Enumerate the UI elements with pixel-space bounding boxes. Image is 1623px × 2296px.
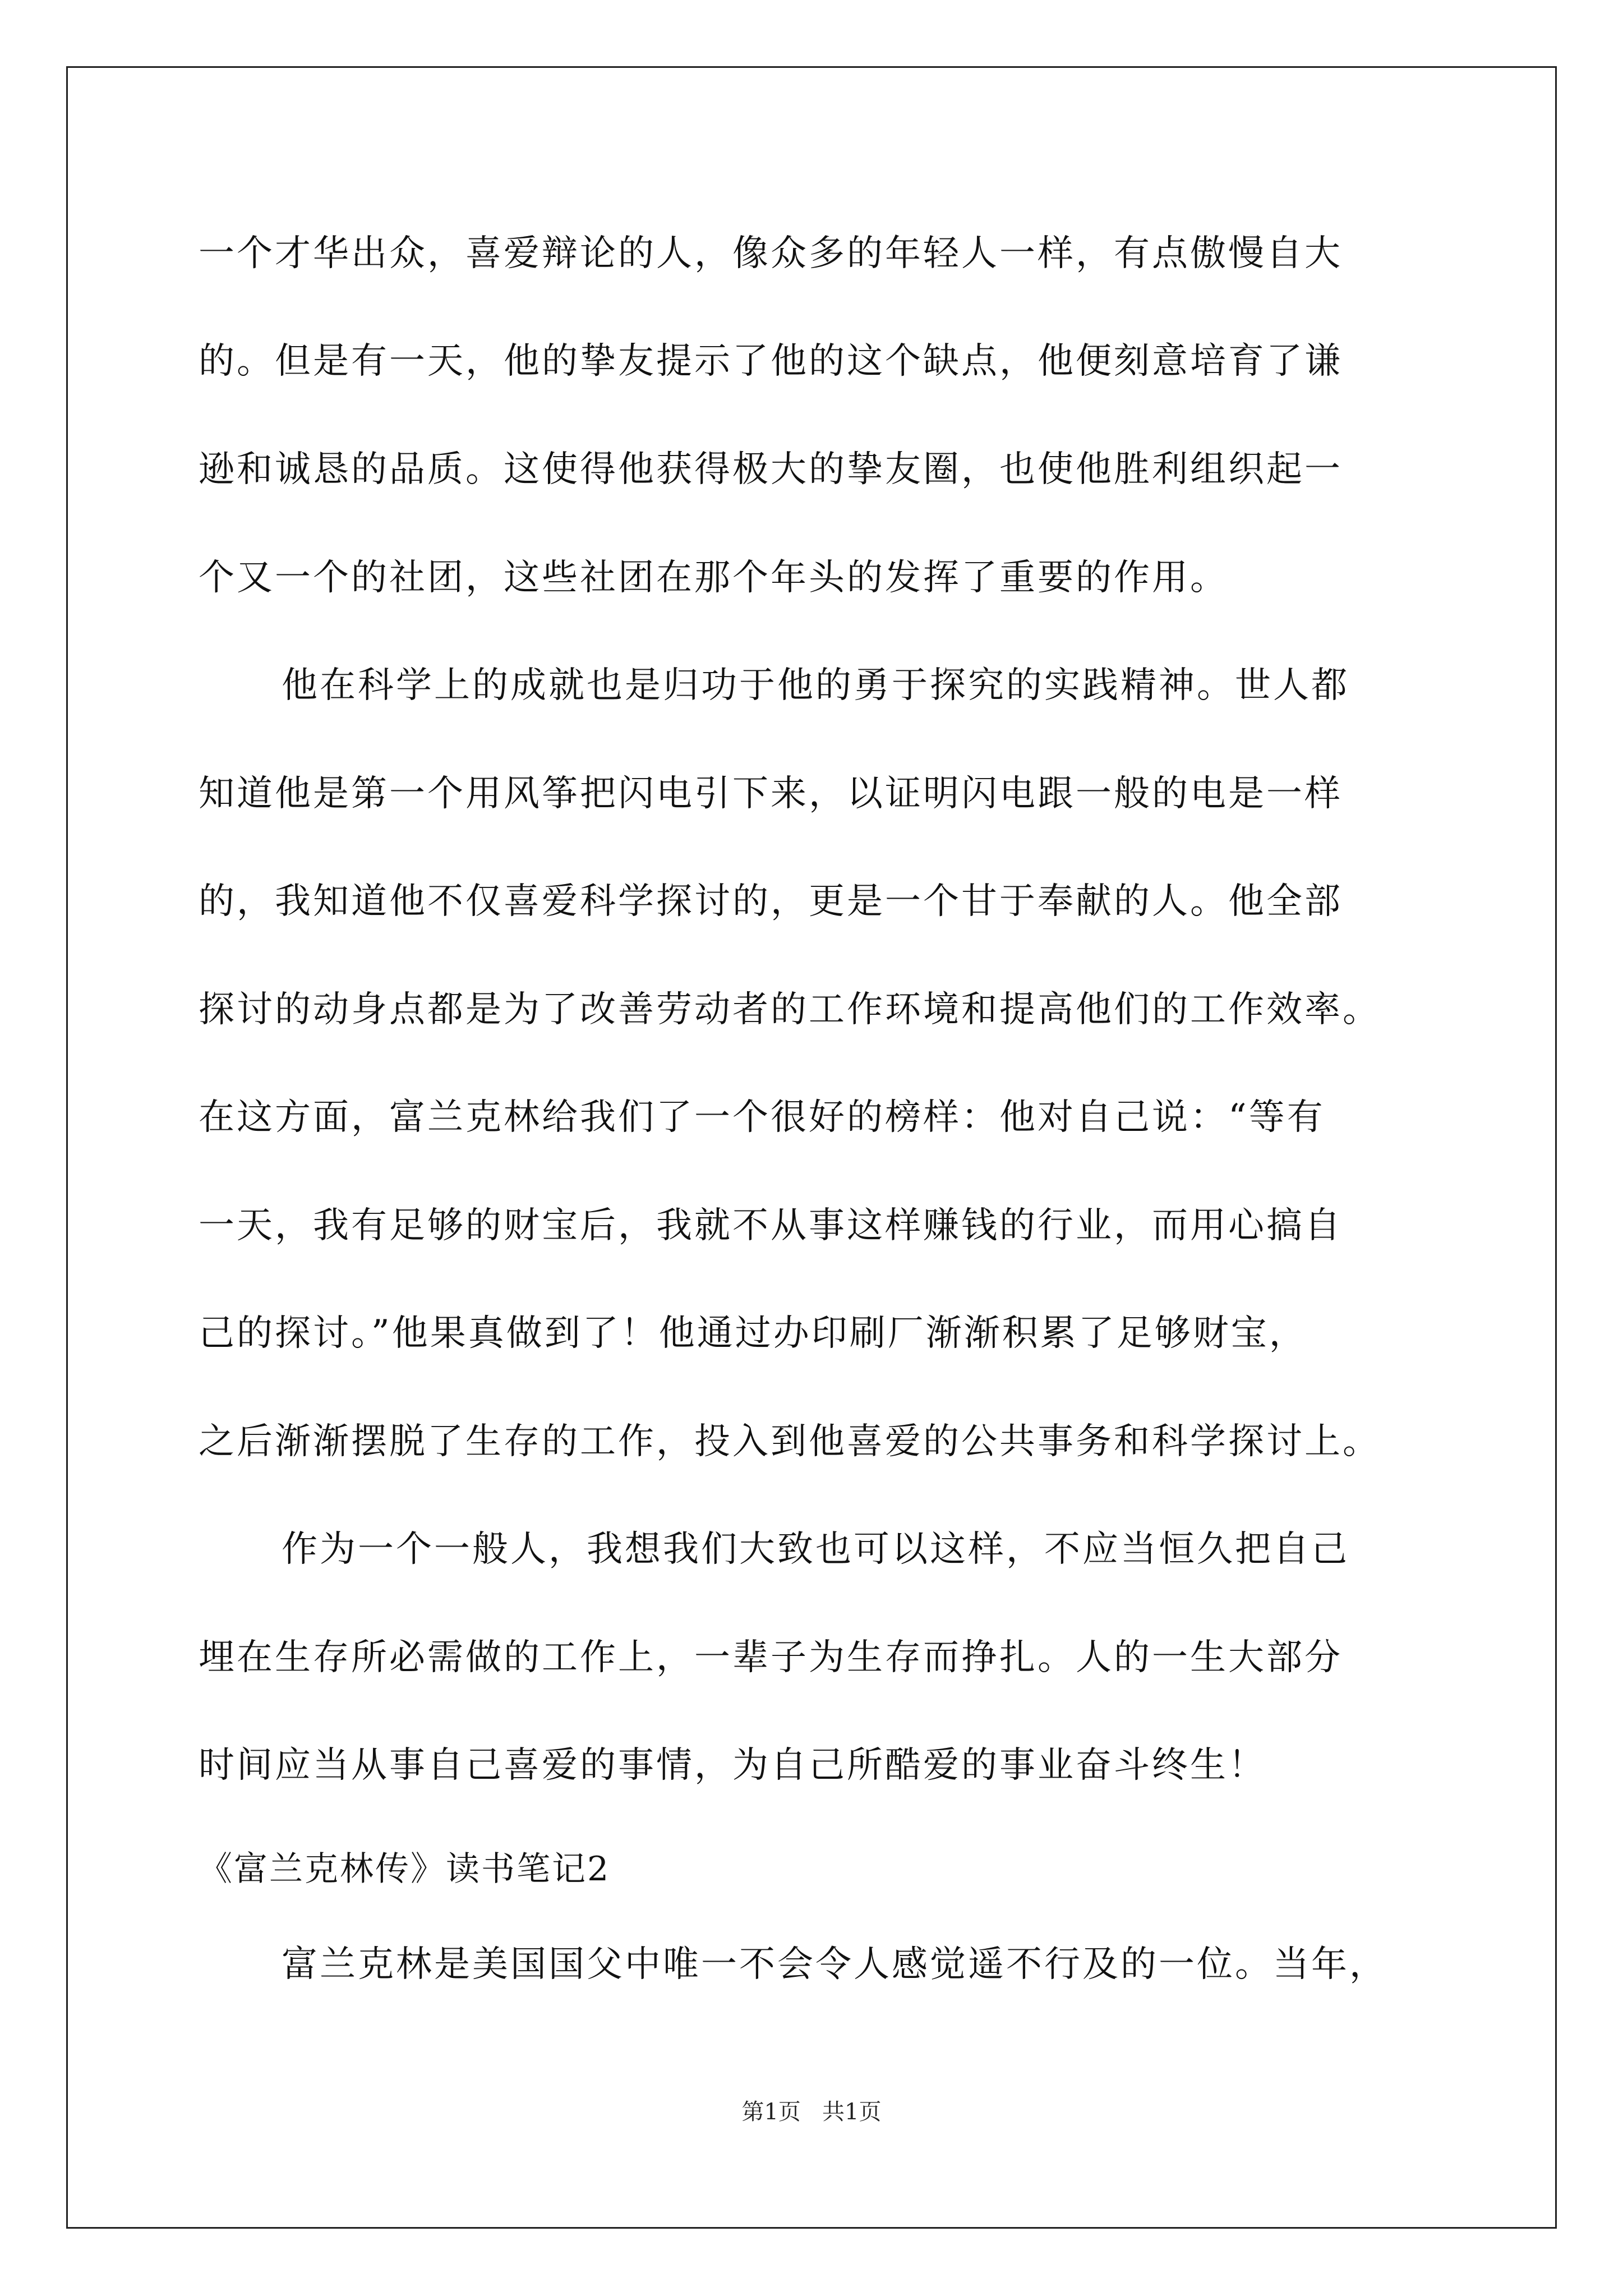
paragraph-first-line: 他在科学上的成就也是归功于他的勇于探究的实践精神。世人都 <box>282 665 1349 706</box>
body-text-line: 在这方面，富兰克林给我们了一个很好的榜样：他对自己说：“等有 <box>199 1097 1325 1138</box>
body-text-line: 一天，我有足够的财宝后，我就不从事这样赚钱的行业，而用心搞自 <box>199 1205 1343 1246</box>
body-text-line: 个又一个的社团，这些社团在那个年头的发挥了重要的作用。 <box>199 557 1228 599</box>
body-text-line: 埋在生存所必需做的工作上，一辈子为生存而挣扎。人的一生大部分 <box>199 1637 1343 1678</box>
body-text-line: 探讨的动身点都是为了改善劳动者的工作环境和提高他们的工作效率。 <box>199 989 1381 1030</box>
section-title: 《富兰克林传》读书笔记2 <box>199 1849 611 1889</box>
body-text-line: 时间应当从事自己喜爱的事情，为自己所酷爱的事业奋斗终生！ <box>199 1745 1266 1786</box>
body-text-line: 知道他是第一个用风筝把闪电引下来，以证明闪电跟一般的电是一样 <box>199 773 1343 815</box>
paragraph-first-line: 作为一个一般人，我想我们大致也可以这样，不应当恒久把自己 <box>282 1529 1349 1570</box>
body-text-line: 己的探讨。”他果真做到了！他通过办印刷厂渐渐积累了足够财宝， <box>199 1313 1307 1354</box>
body-text-line: 之后渐渐摆脱了生存的工作，投入到他喜爱的公共事务和科学探讨上。 <box>199 1421 1381 1462</box>
body-text-line: 逊和诚恳的品质。这使得他获得极大的挚友圈，也使他胜利组织起一 <box>199 449 1343 490</box>
paragraph-first-line: 富兰克林是美国国父中唯一不会令人感觉遥不行及的一位。当年， <box>282 1944 1387 1985</box>
body-text-line: 的，我知道他不仅喜爱科学探讨的，更是一个甘于奉献的人。他全部 <box>199 881 1343 922</box>
page-number-footer: 第1页 共1页 <box>741 2099 882 2125</box>
body-text-line: 一个才华出众，喜爱辩论的人，像众多的年轻人一样，有点傲慢自大 <box>199 233 1343 274</box>
body-text-line: 的。但是有一天，他的挚友提示了他的这个缺点，他便刻意培育了谦 <box>199 341 1343 382</box>
page-border <box>66 66 1557 2229</box>
